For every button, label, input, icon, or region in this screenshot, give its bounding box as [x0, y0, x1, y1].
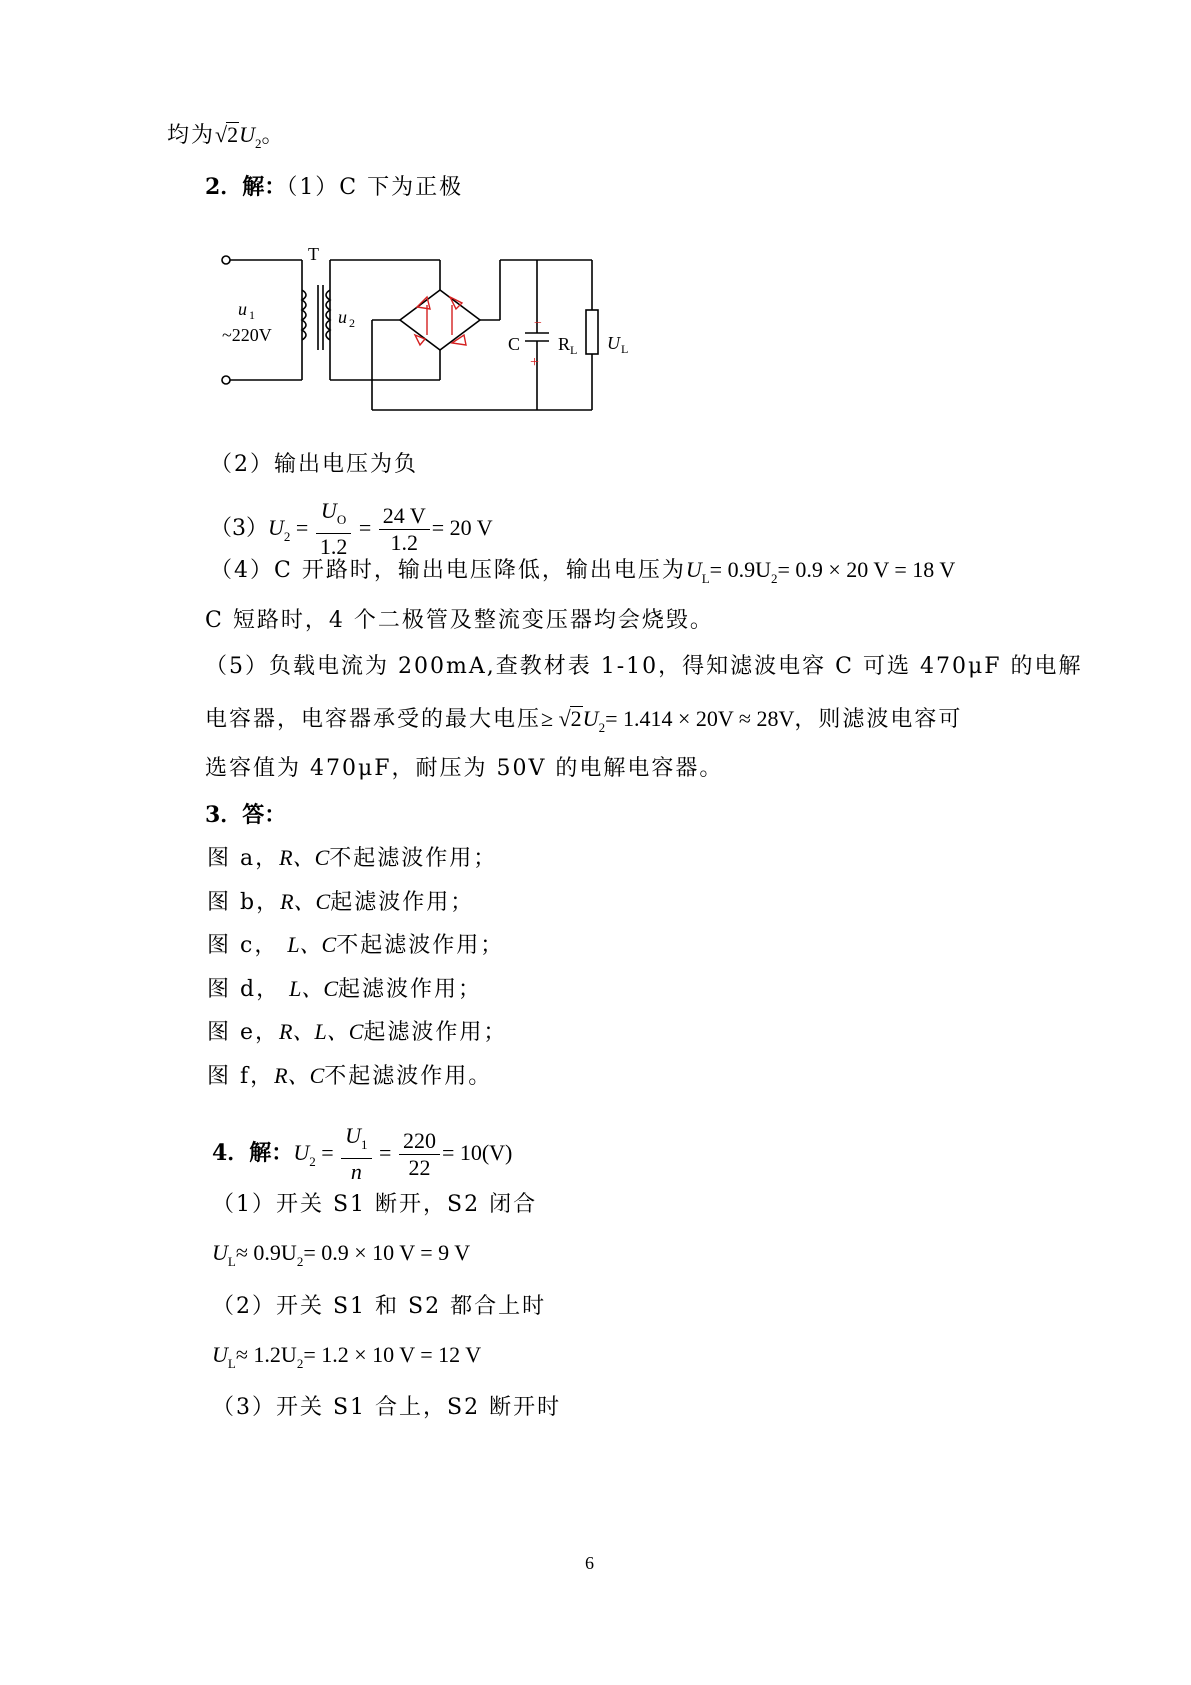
text-prefix: 均为 [167, 123, 216, 148]
item-components: R、C [280, 888, 331, 914]
item-4: （4）C 开路时，输出电压降低，输出电压为$U_L= 0.9U_2= 0.9 \times 20$ V = 18 V [210, 557, 956, 586]
s4-item-1-eq: $U_L\approx 0.9U_2= 0.9 \times 10$ V = 9 V [212, 1240, 471, 1269]
eq-num1-sub: O [336, 512, 347, 527]
line-sqrt2-u2: 均为$√2U_2$。 [167, 122, 284, 151]
item-figure-label: 图 e， [207, 1020, 280, 1045]
s4-1-eq2: = 0.9 × 10 V = 9 V [303, 1240, 471, 1265]
eq-lhs-sub: 2 [283, 529, 291, 544]
section-3-item [207, 843, 497, 874]
section-2-heading [205, 172, 463, 203]
item-description: 起滤波作用； [363, 1020, 508, 1045]
s4-2-eq2: = 1.2 × 10 V = 12 V [303, 1342, 482, 1367]
label-u2: u [338, 307, 347, 327]
item-components: R、C [279, 845, 330, 870]
s4-item-2-eq: $U_L\approx 1.2U_2= 1.2 \times 10$ V = 12 V [212, 1342, 482, 1371]
label-R: R [558, 334, 571, 354]
section-3-item [207, 1061, 492, 1092]
section-3-item [207, 930, 504, 961]
label-u2-sub: 2 [349, 316, 355, 330]
item-figure-label: 图 a， [207, 846, 280, 871]
item-4-eq: = 0.9U [709, 557, 771, 582]
label-u1-sub: 1 [249, 308, 255, 322]
bridge-rectifier-circuit [212, 245, 652, 425]
s4-item-1: （1）开关 S1 断开，S2 闭合 [212, 1192, 538, 1217]
label-C: C [508, 334, 521, 354]
item-5b-post: ，则滤波电容可 [794, 707, 963, 732]
item-5b: 电容器，电容器承受的最大电压≥ $√2U_2= 1.414 \times 20V \approx 28V$，则滤波电容可 [205, 706, 963, 735]
item-components: R、L、C [279, 1019, 364, 1044]
label-U: U [607, 333, 620, 353]
item-description: 起滤波作用； [330, 889, 475, 915]
item-components: L、C [289, 975, 338, 1001]
section-3-item [207, 1017, 507, 1048]
s4-item-3: （3）开关 S1 合上，S2 断开时 [212, 1395, 562, 1420]
item-description: 不起滤波作用； [336, 933, 505, 958]
section-2-label: 2．解： [205, 174, 287, 200]
eq-rhs: = 20 V [431, 515, 493, 540]
s4-num2: 220 [399, 1128, 440, 1155]
item-description: 起滤波作用； [338, 976, 483, 1002]
item-figure-label: 图 d， [207, 976, 290, 1002]
label-u1: u [238, 299, 247, 319]
item-5b-eq: = 1.414 × 20V ≈ 28V [605, 706, 795, 731]
item-1: （1）C 下为正极 [286, 175, 464, 200]
s4-num: U [345, 1123, 362, 1148]
section-3-heading: 3．答： [205, 802, 287, 828]
section-3-item [207, 887, 474, 918]
s4-den2: 22 [408, 1154, 431, 1180]
s4-2-eq: ≈ 1.2U [235, 1342, 297, 1367]
label-minus: − [534, 316, 542, 331]
label-U-sub: L [621, 342, 629, 356]
s4-num-sub: 1 [361, 1137, 368, 1152]
label-220v: ~220V [222, 325, 272, 345]
eq-den2: 1.2 [390, 529, 418, 555]
item-3: $(3)U_2$ = $\frac{U_O}{1.2}$ = $\frac{24 V}{1.2}$ = 20 V [210, 498, 493, 559]
item-4-eq2: = 0.9 × 20 V = 18 V [777, 557, 956, 582]
label-plus: + [530, 354, 540, 371]
item-description: 不起滤波作用。 [324, 1063, 493, 1089]
item-4-text: （4）C 开路时，输出电压降低，输出电压为 [210, 558, 686, 583]
section-3-item [207, 974, 482, 1005]
text-suffix: 。 [261, 123, 284, 148]
eq-num2: 24 V [379, 503, 430, 530]
item-3-label: （3） [210, 516, 268, 541]
s4-item-2: （2）开关 S1 和 S2 都合上时 [212, 1294, 547, 1319]
label-R-sub: L [570, 343, 578, 357]
item-5c: 选容值为 470μF，耐压为 50V 的电解电容器。 [205, 756, 724, 781]
eq-den1: 1.2 [319, 534, 348, 559]
item-figure-label: 图 c， [207, 933, 288, 958]
item-4b: C 短路时，4 个二极管及整流变压器均会烧毁。 [205, 608, 714, 633]
item-5a: （5）负载电流为 200mA,查教材表 1-10，得知滤波电容 C 可选 470μF 的电解 [205, 654, 1083, 679]
section-4-heading: 4．解：$U_2$ = $\frac{U_1}{n}$ = $\frac{220}{22}$ = 10(V) [212, 1123, 513, 1184]
item-figure-label: 图 f， [207, 1063, 275, 1089]
label-T: T [308, 245, 319, 264]
section-4-label: 4．解： [212, 1140, 294, 1166]
s4-1-eq: ≈ 0.9U [235, 1240, 297, 1265]
page-number: 6 [585, 1553, 594, 1573]
s4-rhs: = 10(V) [441, 1140, 513, 1165]
item-description: 不起滤波作用； [329, 846, 498, 871]
item-components: R、C [274, 1062, 325, 1088]
item-figure-label: 图 b， [207, 889, 281, 915]
item-components: L、C [287, 932, 337, 957]
item-5b-pre: 电容器，电容器承受的最大电压 [205, 707, 542, 732]
s4-den: n [350, 1159, 362, 1184]
item-2: （2）输出电压为负 [210, 452, 418, 477]
